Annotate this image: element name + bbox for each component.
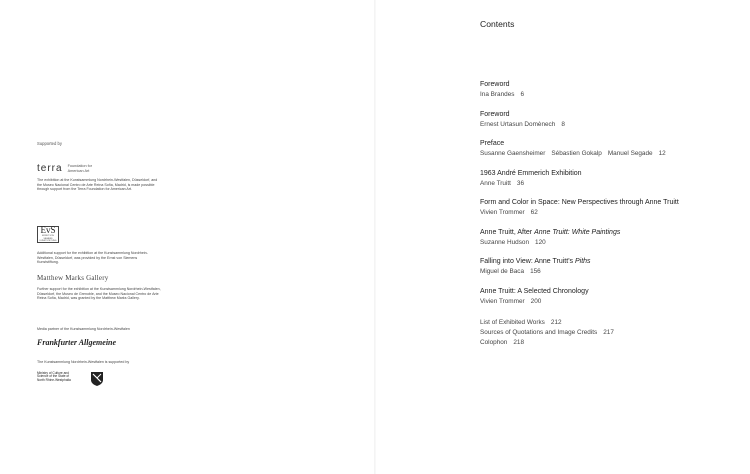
toc-page-number: 8 (561, 121, 565, 128)
toc-entry-title (480, 228, 720, 237)
toc-title-italic: Anne Truitt: White Paintings (534, 229, 621, 236)
toc-appendix-item[interactable] (480, 338, 720, 348)
toc-author: Vivien Trommer (480, 298, 525, 305)
terra-block (37, 163, 162, 192)
toc-appendix-item[interactable] (480, 318, 720, 328)
toc-page-number: 36 (516, 180, 525, 187)
nrw-coat-of-arms-icon (91, 372, 103, 386)
nrw-ministry-text: Ministry of Culture and Science of the State of North Rhine-Westphalia (37, 370, 71, 383)
toc-entry-meta (480, 120, 720, 129)
toc-title-italic: Piths (574, 258, 591, 265)
toc-appendix-label: Sources of Quotations and Image Credits (480, 328, 598, 336)
contents-title: Contents (480, 19, 515, 29)
terra-logo (37, 163, 162, 174)
toc-author: Ina Brandes (480, 91, 515, 98)
media-block (37, 327, 162, 347)
toc-appendix-label: List of Exhibited Works (480, 319, 545, 326)
toc-entry-meta (480, 90, 720, 99)
toc-entry-piths[interactable] (480, 257, 720, 276)
toc-author: Vivien Trommer (480, 209, 525, 216)
terra-logo-tagline: Foundation for American Art (67, 164, 93, 173)
media-partner-text: Media partner of the Kunstsammlung Nordrhein-Westfalen (37, 327, 130, 331)
toc-entry-form-and-color[interactable] (480, 198, 720, 217)
toc-appendix-label: Colophon (480, 338, 508, 346)
toc-title-text: Falling into View: Anne Truitt's (480, 258, 575, 265)
terra-logo-word: terra (37, 163, 63, 174)
toc-title-text: Anne Truitt, After (480, 229, 535, 236)
toc-author: Susanne Gaensheimer (480, 150, 546, 157)
toc-author: Manuel Segade (607, 150, 653, 157)
toc-entry-emmerich[interactable] (480, 169, 720, 188)
toc-author: Miguel de Baca (480, 268, 525, 275)
toc-entry-meta (480, 149, 720, 158)
evs-logo-letters: EvS (40, 225, 56, 236)
toc-entry-foreword-2[interactable] (480, 110, 720, 129)
toc-page-number: 212 (550, 319, 562, 326)
nrw-logo-row (37, 372, 162, 386)
toc-author: Anne Truitt (480, 180, 511, 187)
nrw-support-text: The Kunstsammlung Nordrhein-Westfalen is supported by (37, 360, 130, 364)
toc-entry-title: 1963 André Emmerich Exhibition (480, 170, 582, 177)
toc-entry-title (480, 257, 720, 266)
toc-entry-chronology[interactable] (480, 287, 720, 306)
toc-page-number: 200 (530, 298, 542, 305)
evs-block (37, 226, 162, 265)
page-gutter (374, 0, 376, 474)
faz-logo: Frankfurter Allgemeine (37, 337, 117, 347)
toc-page-number: 62 (530, 209, 538, 216)
toc-page-number: 217 (603, 328, 614, 336)
toc-entry-meta (480, 179, 720, 188)
supported-by-label: Supported by (37, 141, 62, 146)
toc-entry-title: Foreword (480, 111, 510, 118)
toc-author: Suzanne Hudson (480, 239, 530, 246)
terra-support-text: The exhibition at the Kunstsammlung Nordrhein-Westfalen, Düsseldorf, and the Museo Nacional Centro de Arte Reina Sofía, Madrid, is made possible through support from the Terra Foundation for American Art. (37, 178, 158, 192)
toc-appendix-item[interactable] (480, 328, 720, 338)
marks-block (37, 274, 162, 301)
toc-entry-after-white-paintings[interactable] (480, 228, 720, 247)
matthew-marks-logo: Matthew Marks Gallery (37, 274, 109, 282)
toc-appendix (480, 318, 720, 347)
toc-entry-title: Anne Truitt: A Selected Chronology (480, 288, 589, 295)
toc-entry-meta (480, 208, 720, 217)
toc-entry-title: Form and Color in Space: New Perspectives through Anne Truitt (480, 199, 679, 206)
toc-entry-meta (480, 297, 720, 306)
toc-author: Sébastien Gokalp (551, 150, 602, 157)
toc-entry-title: Foreword (480, 81, 510, 88)
toc-entry-foreword-1[interactable] (480, 80, 720, 99)
toc-page-number: 120 (535, 239, 546, 246)
toc-page-number: 156 (530, 268, 541, 275)
toc-page-number: 12 (658, 150, 666, 157)
evs-logo-subtitle: ERNST VON SIEMENS KUNSTSTIFTUNG (39, 235, 57, 243)
toc-author: Ernest Urtasun Domènech (480, 121, 556, 128)
toc-entry-preface[interactable] (480, 139, 720, 158)
toc-page-number: 6 (520, 91, 525, 98)
marks-support-text: Further support for the exhibition at the Kunstsammlung Nordrhein-Westfalen, Düsseldorf, the Museo de Grenoble, and the Museo Nacional Centro de Arte Reina Sofía, Madrid, was granted by the Matthew Marks Gallery. (37, 287, 161, 301)
evs-support-text: Additional support for the exhibition at the Kunstsammlung Nordrhein-Westfalen, Düsseldorf, was provided by the Ernst von Siemens Kunststiftung. (37, 251, 148, 265)
toc-page-number: 218 (513, 338, 525, 346)
toc-entry-title: Preface (480, 140, 505, 147)
evs-logo (37, 226, 59, 243)
toc-entry-meta (480, 267, 720, 276)
nrw-block (37, 360, 162, 386)
toc-entry-meta (480, 238, 720, 247)
